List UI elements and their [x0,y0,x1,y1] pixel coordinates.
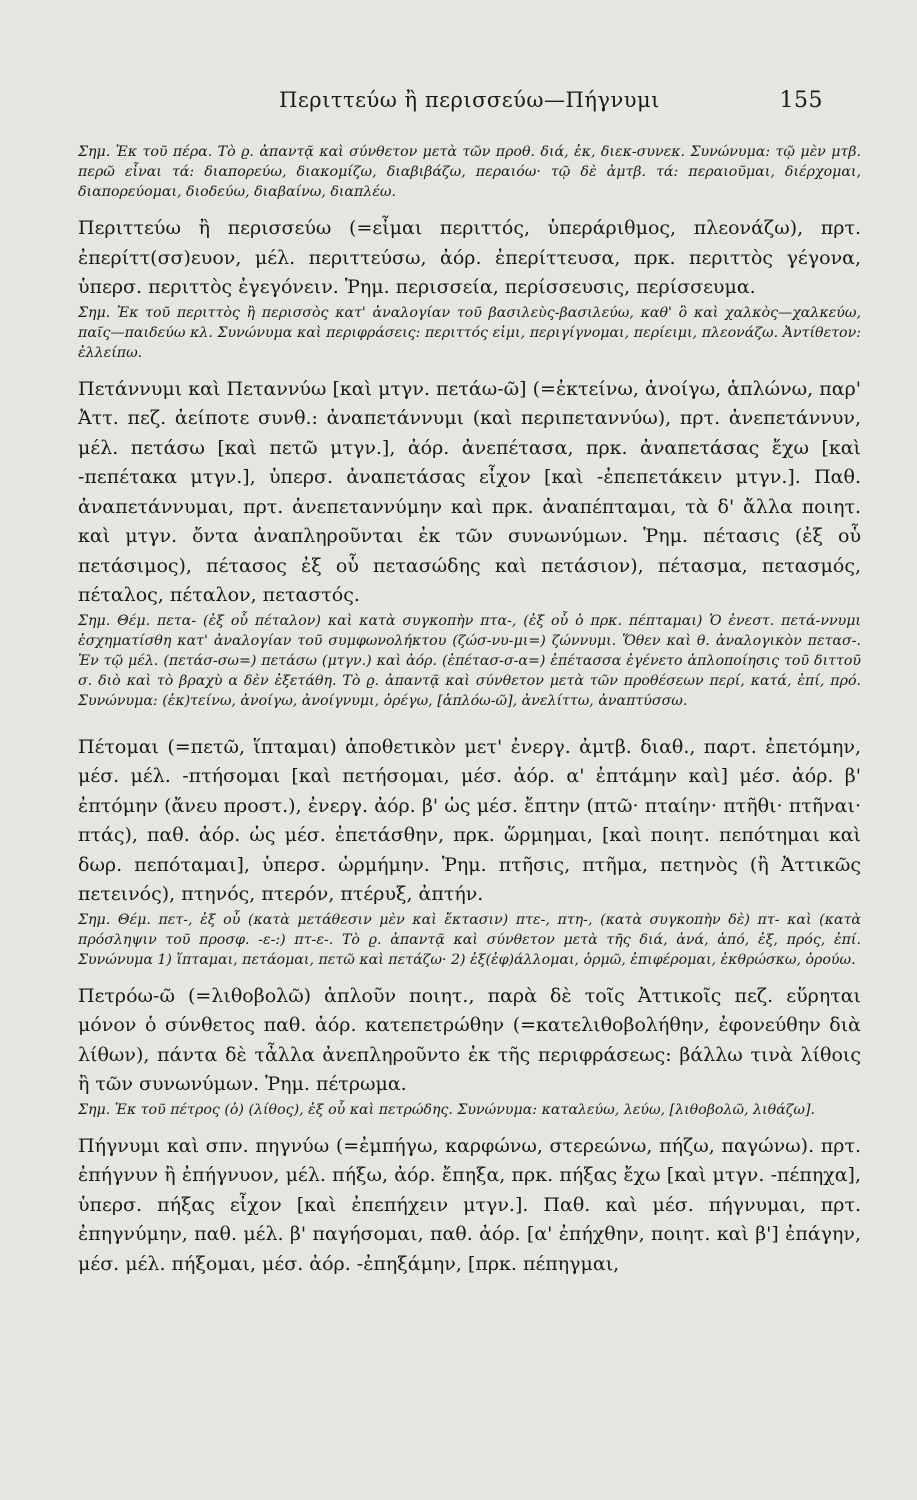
entry-pegnymi: Πήγνυμι καὶ σπν. πηγνύω (=ἐμπήγω, καρφώνω, στερεώνω, πήζω, παγώνω). πρτ. ἐπήγνυν ἢ ἐπήγνυον, μέλ. πήξω, ἀόρ. ἔπηξα, πρκ. πήξας ἔχω [καὶ μτγν. -πέπηχα], ὑπερσ. πήξας εἶχον [καὶ ἐπεπήχειν μτγν.]. Παθ. καὶ μέσ. πήγνυμαι, πρτ. ἐπηγνύμην, παθ. μέλ. β' παγήσομαι, παθ. ἀόρ. [α' ἐπήχθην, ποιητ. καὶ β'] ἐπάγην, μέσ. μέλ. πήξομαι, μέσ. ἀόρ. -ἐπηξάμην, [πρκ. πέπηγμαι, [78,1134,861,1275]
note-petroo: Σημ. Ἐκ τοῦ πέτρος (ὁ) (λίθος), ἐξ οὗ καὶ πετρώδης. Συνώνυμα: καταλεύω, λεύω, [λιθοβολῶ, λιθάζω]. [78,1101,816,1118]
note-petannymi: Σημ. Θέμ. πετα- (ἐξ οὗ πέταλον) καὶ κατὰ συγκοπὴν πτα-, (ἐξ οὗ ὁ πρκ. πέπταμαι) Ὁ ἐνεστ. πετά-ννυμι ἐσχηματίσθη κατ' ἀναλογίαν τοῦ συμφωνολήκτου (ζώσ-νυ-μι=) ζώννυμι. Ὅθεν καὶ θ. ἀναλογικὸν πετασ-. Ἐν τῷ μέλ. (πετάσ-σω=) πετάσω (μτγν.) καὶ ἀόρ. (ἐπέτασ-σ-α=) ἐπέτασσα ἐγένετο ἁπλοποίησις τοῦ διττοῦ σ. διὸ καὶ τὸ βραχὺ α δὲν ἐξετάθη. Τὸ ϱ. ἀπαντᾷ καὶ σύνθετον μετὰ τῶν προθέσεων περί, κατά, ἐπί, πρό. Συνώνυμα: (ἐκ)τείνω, ἀνοίγω, ἀνοίγνυμι, ὀρέγω, [ἁπλόω-ῶ], ἀνελίττω, ἀναπτύσσω. [78,612,861,709]
page-body [78,142,861,1279]
note-perao: Σημ. Ἐκ τοῦ πέρα. Τὸ ϱ. ἀπαντᾷ καὶ σύνθετον μετὰ τῶν προθ. διά, ἐκ, διεκ-συνεκ. Συνώνυμα: τῷ μὲν μτβ. περῶ εἶναι τά: διαπορεύω, διακομίζω, διαβιβάζω, περαιόω· τῷ δὲ ἀμτβ. τά: περαιοῦμαι, διέρχομαι, διαπορεύομαι, διοδεύω, διαβαίνω, διαπλέω. [78,144,861,200]
page-header [78,88,861,128]
entry-petomai: Πέτομαι (=πετῶ, ἵπταμαι) ἀποθετικὸν μετ' ἐνεργ. ἀμτβ. διαθ., παρτ. ἐπετόμην, μέσ. μέλ. -πτήσομαι [καὶ πετήσομαι, μέσ. ἀόρ. α' ἐπτάμην καὶ] μέσ. ἀόρ. β' ἐπτόμην (ἄνευ προστ.), ἐνεργ. ἀόρ. β' ὡς μέσ. ἔπτην (πτῶ· πταίην· πτῆθι· πτῆναι· πτάς), παθ. ἀόρ. ὡς μέσ. ἐπετάσθην, πρκ. ὥρμημαι, [καὶ ποιητ. πεπότημαι καὶ δωρ. πεπόταμαι], ὑπερσ. ὡρμήμην. Ῥημ. πτῆσις, πτῆμα, πετηνὸς (ἢ Ἀττικῶς πετεινός), πτηνός, πτερόν, πτέρυξ, ἀπτήν. [78,735,861,905]
running-head: Περιττεύω ἢ περισσεύω—Πήγνυμι [279,88,660,112]
page-number: 155 [779,88,823,113]
note-petomai: Σημ. Θέμ. πετ-, ἐξ οὗ (κατὰ μετάθεσιν μὲν καὶ ἔκτασιν) πτε-, πτη-, (κατὰ συγκοπὴν δὲ) πτ- καὶ (κατὰ πρόσληψιν τοῦ προσφ. -ε-:) πτ-ε-. Τὸ ϱ. ἀπαντᾷ καὶ σύνθετον μετὰ τῆς διά, ἀνά, ἀπό, ἐξ, πρός, ἐπί. Συνώνυμα 1) ἵπταμαι, πετάομαι, πετῶ καὶ πετάζω· 2) ἐξ(ἐφ)άλλομαι, ὁρμῶ, ἐπιφέρομαι, ἐκθρώσκω, ὀρούω. [78,911,861,968]
entry-perittevo: Περιττεύω ἢ περισσεύω (=εἶμαι περιττός, ὑπεράριθμος, πλεονάζω), πρτ. ἐπερίττ(σσ)ευον, μέλ. περιττεύσω, ἀόρ. ἐπερίττευσα, πρκ. περιττὸς γέγονα, ὑπερσ. περιττὸς ἐγεγόνειν. Ῥημ. περισσεία, περίσσευσις, περίσσευμα. [78,217,861,298]
entry-petroo: Πετρόω-ῶ (=λιθοβολῶ) ἁπλοῦν ποιητ., παρὰ δὲ τοῖς Ἀττικοῖς πεζ. εὕρηται μόνον ὁ σύνθετος παθ. ἀόρ. κατεπετρώθην (=κατελιθοβολήθην, ἐφονεύθην διὰ λίθων), πάντα δὲ τἆλλα ἀνεπληροῦντο ἐκ τῆς περιφράσεως: βάλλω τινὰ λίθοις ἢ τῶν συνωνύμων. Ῥημ. πέτρωμα. [78,984,861,1095]
note-perittevo: Σημ. Ἐκ τοῦ περιττὸς ἢ περισσὸς κατ' ἀναλογίαν τοῦ βασιλεὺς-βασιλεύω, καθ' ὃ καὶ χαλκὸς—χαλκεύω, παῖς—παιδεύω κλ. Συνώνυμα καὶ περιφράσεις: περιττός εἰμι, περιγίγνομαι, περίειμι, πλεονάζω. Ἀντίθετον: ἐλλείπω. [78,304,861,361]
entry-petannymi: Πετάννυμι καὶ Πεταννύω [καὶ μτγν. πετάω-ῶ] (=ἐκτείνω, ἀνοίγω, ἁπλώνω, παρ' Ἀττ. πεζ. ἀείποτε συνθ.: ἀναπετάννυμι (καὶ περιπεταννύω), πρτ. ἀνεπετάννυν, μέλ. πετάσω [καὶ πετῶ μτγν.], ἀόρ. ἀνεπέτασα, πρκ. ἀναπετάσας ἔχω [καὶ -πεπέτακα μτγν.], ὑπερσ. ἀναπετάσας εἶχον [καὶ -ἐπεπετάκειν μτγν.]. Παθ. ἀναπετάννυμαι, πρτ. ἀνεπεταννύμην καὶ πρκ. ἀναπέπταμαι, τὰ δ' ἄλλα ποιητ. καὶ μτγν. ὄντα ἀναπληροῦνται ἐκ τῶν συνωνύμων. Ῥημ. πέτασις (ἐξ οὗ πετάσιμος), πέτασος ἐξ οὗ πετασώδης καὶ πετάσιον), πέτασμα, πετασμός, πέταλος, πέταλον, πεταστός. [78,377,861,606]
